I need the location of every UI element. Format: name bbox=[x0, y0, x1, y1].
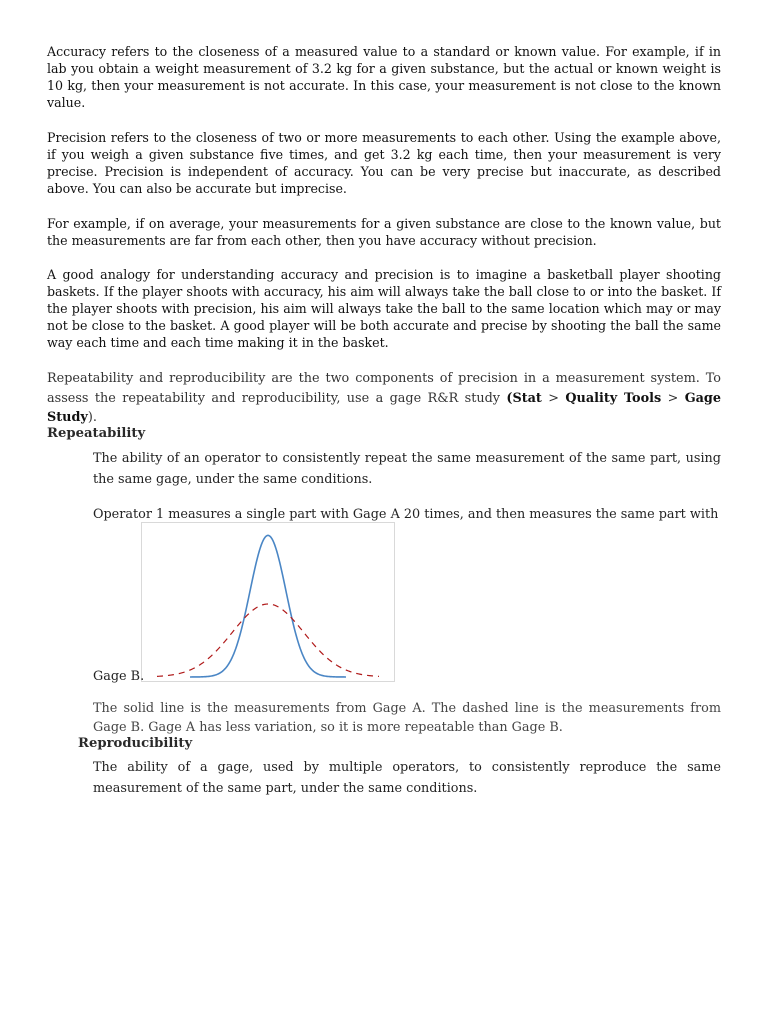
gage-b-label: Gage B. bbox=[93, 669, 145, 684]
gage-rr-intro-text: Repeatability and reproducibility are the two components of precision in a measurement system. To assess the repeatability and reproducibility, use a gage R&R study bbox=[47, 371, 721, 406]
basketball-analogy-paragraph: A good analogy for understanding accuracy and precision is to imagine a basketball player shooting baskets. If the player shoots with accuracy, his aim will always take the ball close to or into the basket. If the player shoots with precision, his aim will always take the ball to the same location which may or may not be close to the basket. A good player will be both accurate and precise by shooting the ball the same way each time and each time making it in the basket. bbox=[47, 267, 721, 350]
gage-rr-intro-paragraph bbox=[47, 369, 721, 428]
accuracy-paragraph: Accuracy refers to the closeness of a measured value to a standard or known value. For example, if in lab you obtain a weight measurement of 3.2 kg for a given substance, but the actual or known weight is 10 kg, then your measurement is not accurate. In this case, your measurement is not close to the known value. bbox=[47, 44, 721, 110]
menu-path-stat: Stat bbox=[512, 390, 542, 406]
menu-open-paren: ( bbox=[506, 390, 513, 406]
precision-paragraph: Precision refers to the closeness of two or more measurements to each other. Using the example above, if you weigh a given substance five times, and get 3.2 kg each time, then your measurement is very precise. Precision is independent of accuracy. You can be very precise but inaccurate, as described above. You can also be accurate but imprecise. bbox=[47, 130, 721, 196]
gage-a-curve bbox=[190, 535, 346, 677]
operator-measurement-text: Operator 1 measures a single part with Gage A 20 times, and then measures the same part with bbox=[93, 507, 719, 522]
gage-distribution-plot bbox=[142, 523, 394, 681]
repeatability-definition: The ability of an operator to consistently repeat the same measurement of the same part, using the same gage, under the same conditions. bbox=[93, 451, 721, 487]
gage-b-curve bbox=[157, 604, 379, 676]
reproducibility-heading: Reproducibility bbox=[78, 736, 193, 751]
gage-comparison-explanation: The solid line is the measurements from Gage A. The dashed line is the measurements from Gage B. Gage A has less variation, so it is more repeatable than Gage B. bbox=[93, 701, 721, 735]
menu-separator: > bbox=[661, 390, 685, 406]
repeatability-heading: Repeatability bbox=[47, 426, 146, 441]
menu-path-gage-study: Gage Study bbox=[47, 390, 722, 425]
menu-close-paren: ). bbox=[87, 410, 97, 425]
menu-separator: > bbox=[541, 390, 566, 406]
gage-variation-chart bbox=[141, 522, 395, 682]
reproducibility-definition: The ability of a gage, used by multiple operators, to consistently reproduce the same measurement of the same part, under the same conditions. bbox=[93, 760, 721, 796]
accuracy-without-precision-paragraph: For example, if on average, your measurements for a given substance are close to the known value, but the measurements are far from each other, then you have accuracy without precision. bbox=[47, 216, 721, 248]
menu-path-quality-tools: Quality Tools bbox=[565, 390, 662, 406]
